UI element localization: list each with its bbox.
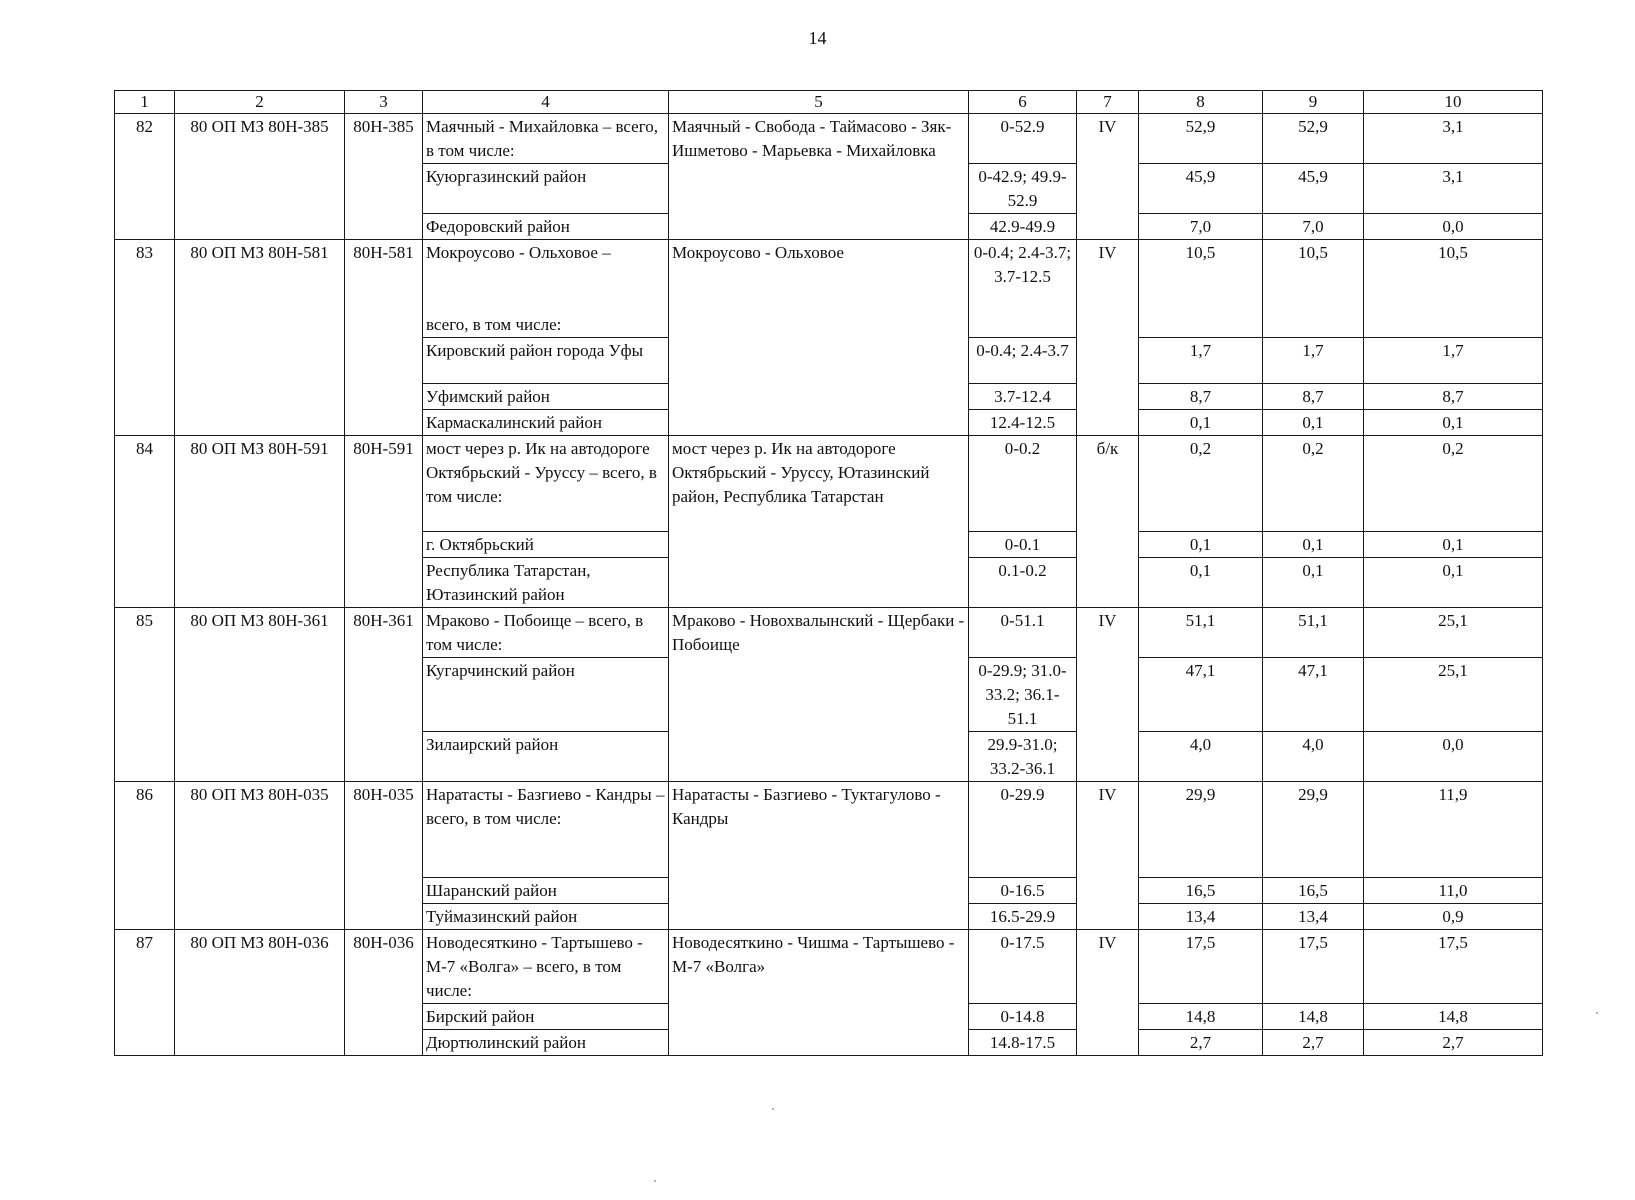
length-col10: 11,0 <box>1364 878 1543 904</box>
district-name: Кугарчинский район <box>423 658 669 732</box>
road-name: Маячный - Михайловка – всего, в том числе: <box>423 114 669 164</box>
length-col9: 14,8 <box>1263 1004 1364 1030</box>
column-number: 7 <box>1077 91 1139 114</box>
column-number: 6 <box>969 91 1077 114</box>
length-total: 0,1 <box>1139 532 1263 558</box>
km-range: 0-0.1 <box>969 532 1077 558</box>
length-total: 47,1 <box>1139 658 1263 732</box>
district-name: Туймазинский район <box>423 904 669 930</box>
km-range: 0-51.1 <box>969 608 1077 658</box>
row-number: 82 <box>115 114 175 240</box>
district-name: Бирский район <box>423 1004 669 1030</box>
column-number: 1 <box>115 91 175 114</box>
length-total: 29,9 <box>1139 782 1263 878</box>
length-col9: 51,1 <box>1263 608 1364 658</box>
table-row <box>115 930 1543 1004</box>
road-name-line: всего, в том числе: <box>426 315 562 334</box>
length-col9: 4,0 <box>1263 732 1364 782</box>
length-col10: 14,8 <box>1364 1004 1543 1030</box>
district-name: Зилаирский район <box>423 732 669 782</box>
district-name: Кармаскалинский район <box>423 410 669 436</box>
km-range: 29.9-31.0; 33.2-36.1 <box>969 732 1077 782</box>
road-category: б/к <box>1077 436 1139 608</box>
road-short-id: 80Н-385 <box>345 114 423 240</box>
length-col10: 10,5 <box>1364 240 1543 338</box>
district-name: Республика Татарстан, Ютазинский район <box>423 558 669 608</box>
km-range: 3.7-12.4 <box>969 384 1077 410</box>
length-col9: 13,4 <box>1263 904 1364 930</box>
road-id: 80 ОП МЗ 80Н-036 <box>175 930 345 1056</box>
road-route: Маячный - Свобода - Таймасово - Зяк-Ишметово - Марьевка - Михайловка <box>669 114 969 240</box>
length-total: 0,1 <box>1139 410 1263 436</box>
road-category: IV <box>1077 240 1139 436</box>
table-row <box>115 782 1543 878</box>
length-col9: 29,9 <box>1263 782 1364 878</box>
length-total: 10,5 <box>1139 240 1263 338</box>
length-col10: 3,1 <box>1364 164 1543 214</box>
road-category: IV <box>1077 930 1139 1056</box>
km-range: 0-42.9; 49.9-52.9 <box>969 164 1077 214</box>
km-range: 0-52.9 <box>969 114 1077 164</box>
road-category: IV <box>1077 114 1139 240</box>
length-col10: 17,5 <box>1364 930 1543 1004</box>
road-route: Мраково - Новохвалынский - Щербаки - Побоище <box>669 608 969 782</box>
road-route: мост через р. Ик на автодороге Октябрьский - Уруссу, Ютазинский район, Республика Татарстан <box>669 436 969 608</box>
length-col10: 0,9 <box>1364 904 1543 930</box>
length-col10: 25,1 <box>1364 658 1543 732</box>
length-col10: 0,0 <box>1364 214 1543 240</box>
district-name: Кировский район города Уфы <box>423 338 669 384</box>
km-range: 0-17.5 <box>969 930 1077 1004</box>
road-name: Мраково - Побоище – всего, в том числе: <box>423 608 669 658</box>
km-range: 0.1-0.2 <box>969 558 1077 608</box>
length-col9: 45,9 <box>1263 164 1364 214</box>
road-name: Новодесяткино - Тартышево - М-7 «Волга» – всего, в том числе: <box>423 930 669 1004</box>
road-name: мост через р. Ик на автодороге Октябрьский - Уруссу – всего, в том числе: <box>423 436 669 532</box>
length-col10: 0,1 <box>1364 532 1543 558</box>
length-total: 51,1 <box>1139 608 1263 658</box>
length-col9: 0,1 <box>1263 410 1364 436</box>
road-route: Наратасты - Базгиево - Туктагулово - Кандры <box>669 782 969 930</box>
district-name: Шаранский район <box>423 878 669 904</box>
length-col10: 11,9 <box>1364 782 1543 878</box>
district-name: г. Октябрьский <box>423 532 669 558</box>
km-range: 0-0.4; 2.4-3.7; 3.7-12.5 <box>969 240 1077 338</box>
length-col9: 8,7 <box>1263 384 1364 410</box>
length-col9: 16,5 <box>1263 878 1364 904</box>
column-number: 2 <box>175 91 345 114</box>
district-name: Дюртюлинский район <box>423 1030 669 1056</box>
length-col9: 7,0 <box>1263 214 1364 240</box>
road-name-line: всего, в том числе: <box>426 809 562 828</box>
km-range: 0-16.5 <box>969 878 1077 904</box>
road-category: IV <box>1077 782 1139 930</box>
length-col10: 2,7 <box>1364 1030 1543 1056</box>
length-col9: 0,1 <box>1263 532 1364 558</box>
scan-speck <box>1596 1012 1598 1014</box>
length-col10: 1,7 <box>1364 338 1543 384</box>
length-total: 16,5 <box>1139 878 1263 904</box>
km-range: 0-29.9 <box>969 782 1077 878</box>
length-col10: 8,7 <box>1364 384 1543 410</box>
row-number: 83 <box>115 240 175 436</box>
column-number: 10 <box>1364 91 1543 114</box>
road-id: 80 ОП МЗ 80Н-591 <box>175 436 345 608</box>
km-range: 14.8-17.5 <box>969 1030 1077 1056</box>
road-short-id: 80Н-581 <box>345 240 423 436</box>
road-name <box>423 240 669 338</box>
row-number: 85 <box>115 608 175 782</box>
row-number: 87 <box>115 930 175 1056</box>
length-col10: 0,1 <box>1364 558 1543 608</box>
length-total: 7,0 <box>1139 214 1263 240</box>
length-col10: 25,1 <box>1364 608 1543 658</box>
km-range: 0-0.2 <box>969 436 1077 532</box>
road-id: 80 ОП МЗ 80Н-581 <box>175 240 345 436</box>
table-row <box>115 436 1543 532</box>
road-name-line: Наратасты - Базгиево - Кандры – <box>426 785 665 804</box>
road-short-id: 80Н-036 <box>345 930 423 1056</box>
road-route: Новодесяткино - Чишма - Тартышево - М-7 «Волга» <box>669 930 969 1056</box>
road-route: Мокроусово - Ольховое <box>669 240 969 436</box>
road-id: 80 ОП МЗ 80Н-361 <box>175 608 345 782</box>
length-col9: 2,7 <box>1263 1030 1364 1056</box>
length-total: 13,4 <box>1139 904 1263 930</box>
column-number: 5 <box>669 91 969 114</box>
column-number: 8 <box>1139 91 1263 114</box>
km-range: 16.5-29.9 <box>969 904 1077 930</box>
length-col9: 52,9 <box>1263 114 1364 164</box>
column-number: 9 <box>1263 91 1364 114</box>
km-range: 42.9-49.9 <box>969 214 1077 240</box>
length-total: 8,7 <box>1139 384 1263 410</box>
length-total: 2,7 <box>1139 1030 1263 1056</box>
road-short-id: 80Н-591 <box>345 436 423 608</box>
road-name <box>423 782 669 878</box>
column-number: 3 <box>345 91 423 114</box>
table-row <box>115 608 1543 658</box>
length-col9: 0,1 <box>1263 558 1364 608</box>
column-number: 4 <box>423 91 669 114</box>
length-total: 52,9 <box>1139 114 1263 164</box>
length-col9: 10,5 <box>1263 240 1364 338</box>
road-short-id: 80Н-361 <box>345 608 423 782</box>
km-range: 12.4-12.5 <box>969 410 1077 436</box>
scan-speck <box>772 1108 774 1110</box>
row-number: 84 <box>115 436 175 608</box>
length-total: 1,7 <box>1139 338 1263 384</box>
length-col9: 0,2 <box>1263 436 1364 532</box>
table-row <box>115 240 1543 338</box>
length-col9: 1,7 <box>1263 338 1364 384</box>
column-number-row <box>115 91 1543 114</box>
district-name: Уфимский район <box>423 384 669 410</box>
district-name: Куюргазинский район <box>423 164 669 214</box>
length-total: 4,0 <box>1139 732 1263 782</box>
length-total: 0,2 <box>1139 436 1263 532</box>
road-id: 80 ОП МЗ 80Н-035 <box>175 782 345 930</box>
page-number: 14 <box>808 28 827 48</box>
length-col10: 3,1 <box>1364 114 1543 164</box>
length-col10: 0,1 <box>1364 410 1543 436</box>
roads-table <box>114 90 1543 1056</box>
length-col10: 0,2 <box>1364 436 1543 532</box>
km-range: 0-29.9; 31.0-33.2; 36.1-51.1 <box>969 658 1077 732</box>
length-col9: 17,5 <box>1263 930 1364 1004</box>
length-total: 45,9 <box>1139 164 1263 214</box>
length-col9: 47,1 <box>1263 658 1364 732</box>
km-range: 0-0.4; 2.4-3.7 <box>969 338 1077 384</box>
road-short-id: 80Н-035 <box>345 782 423 930</box>
road-category: IV <box>1077 608 1139 782</box>
road-name-line: Мокроусово - Ольховое – <box>426 243 611 262</box>
row-number: 86 <box>115 782 175 930</box>
length-total: 0,1 <box>1139 558 1263 608</box>
scan-speck <box>654 1180 656 1182</box>
district-name: Федоровский район <box>423 214 669 240</box>
length-col10: 0,0 <box>1364 732 1543 782</box>
length-total: 17,5 <box>1139 930 1263 1004</box>
road-id: 80 ОП МЗ 80Н-385 <box>175 114 345 240</box>
table-row <box>115 114 1543 164</box>
length-total: 14,8 <box>1139 1004 1263 1030</box>
km-range: 0-14.8 <box>969 1004 1077 1030</box>
